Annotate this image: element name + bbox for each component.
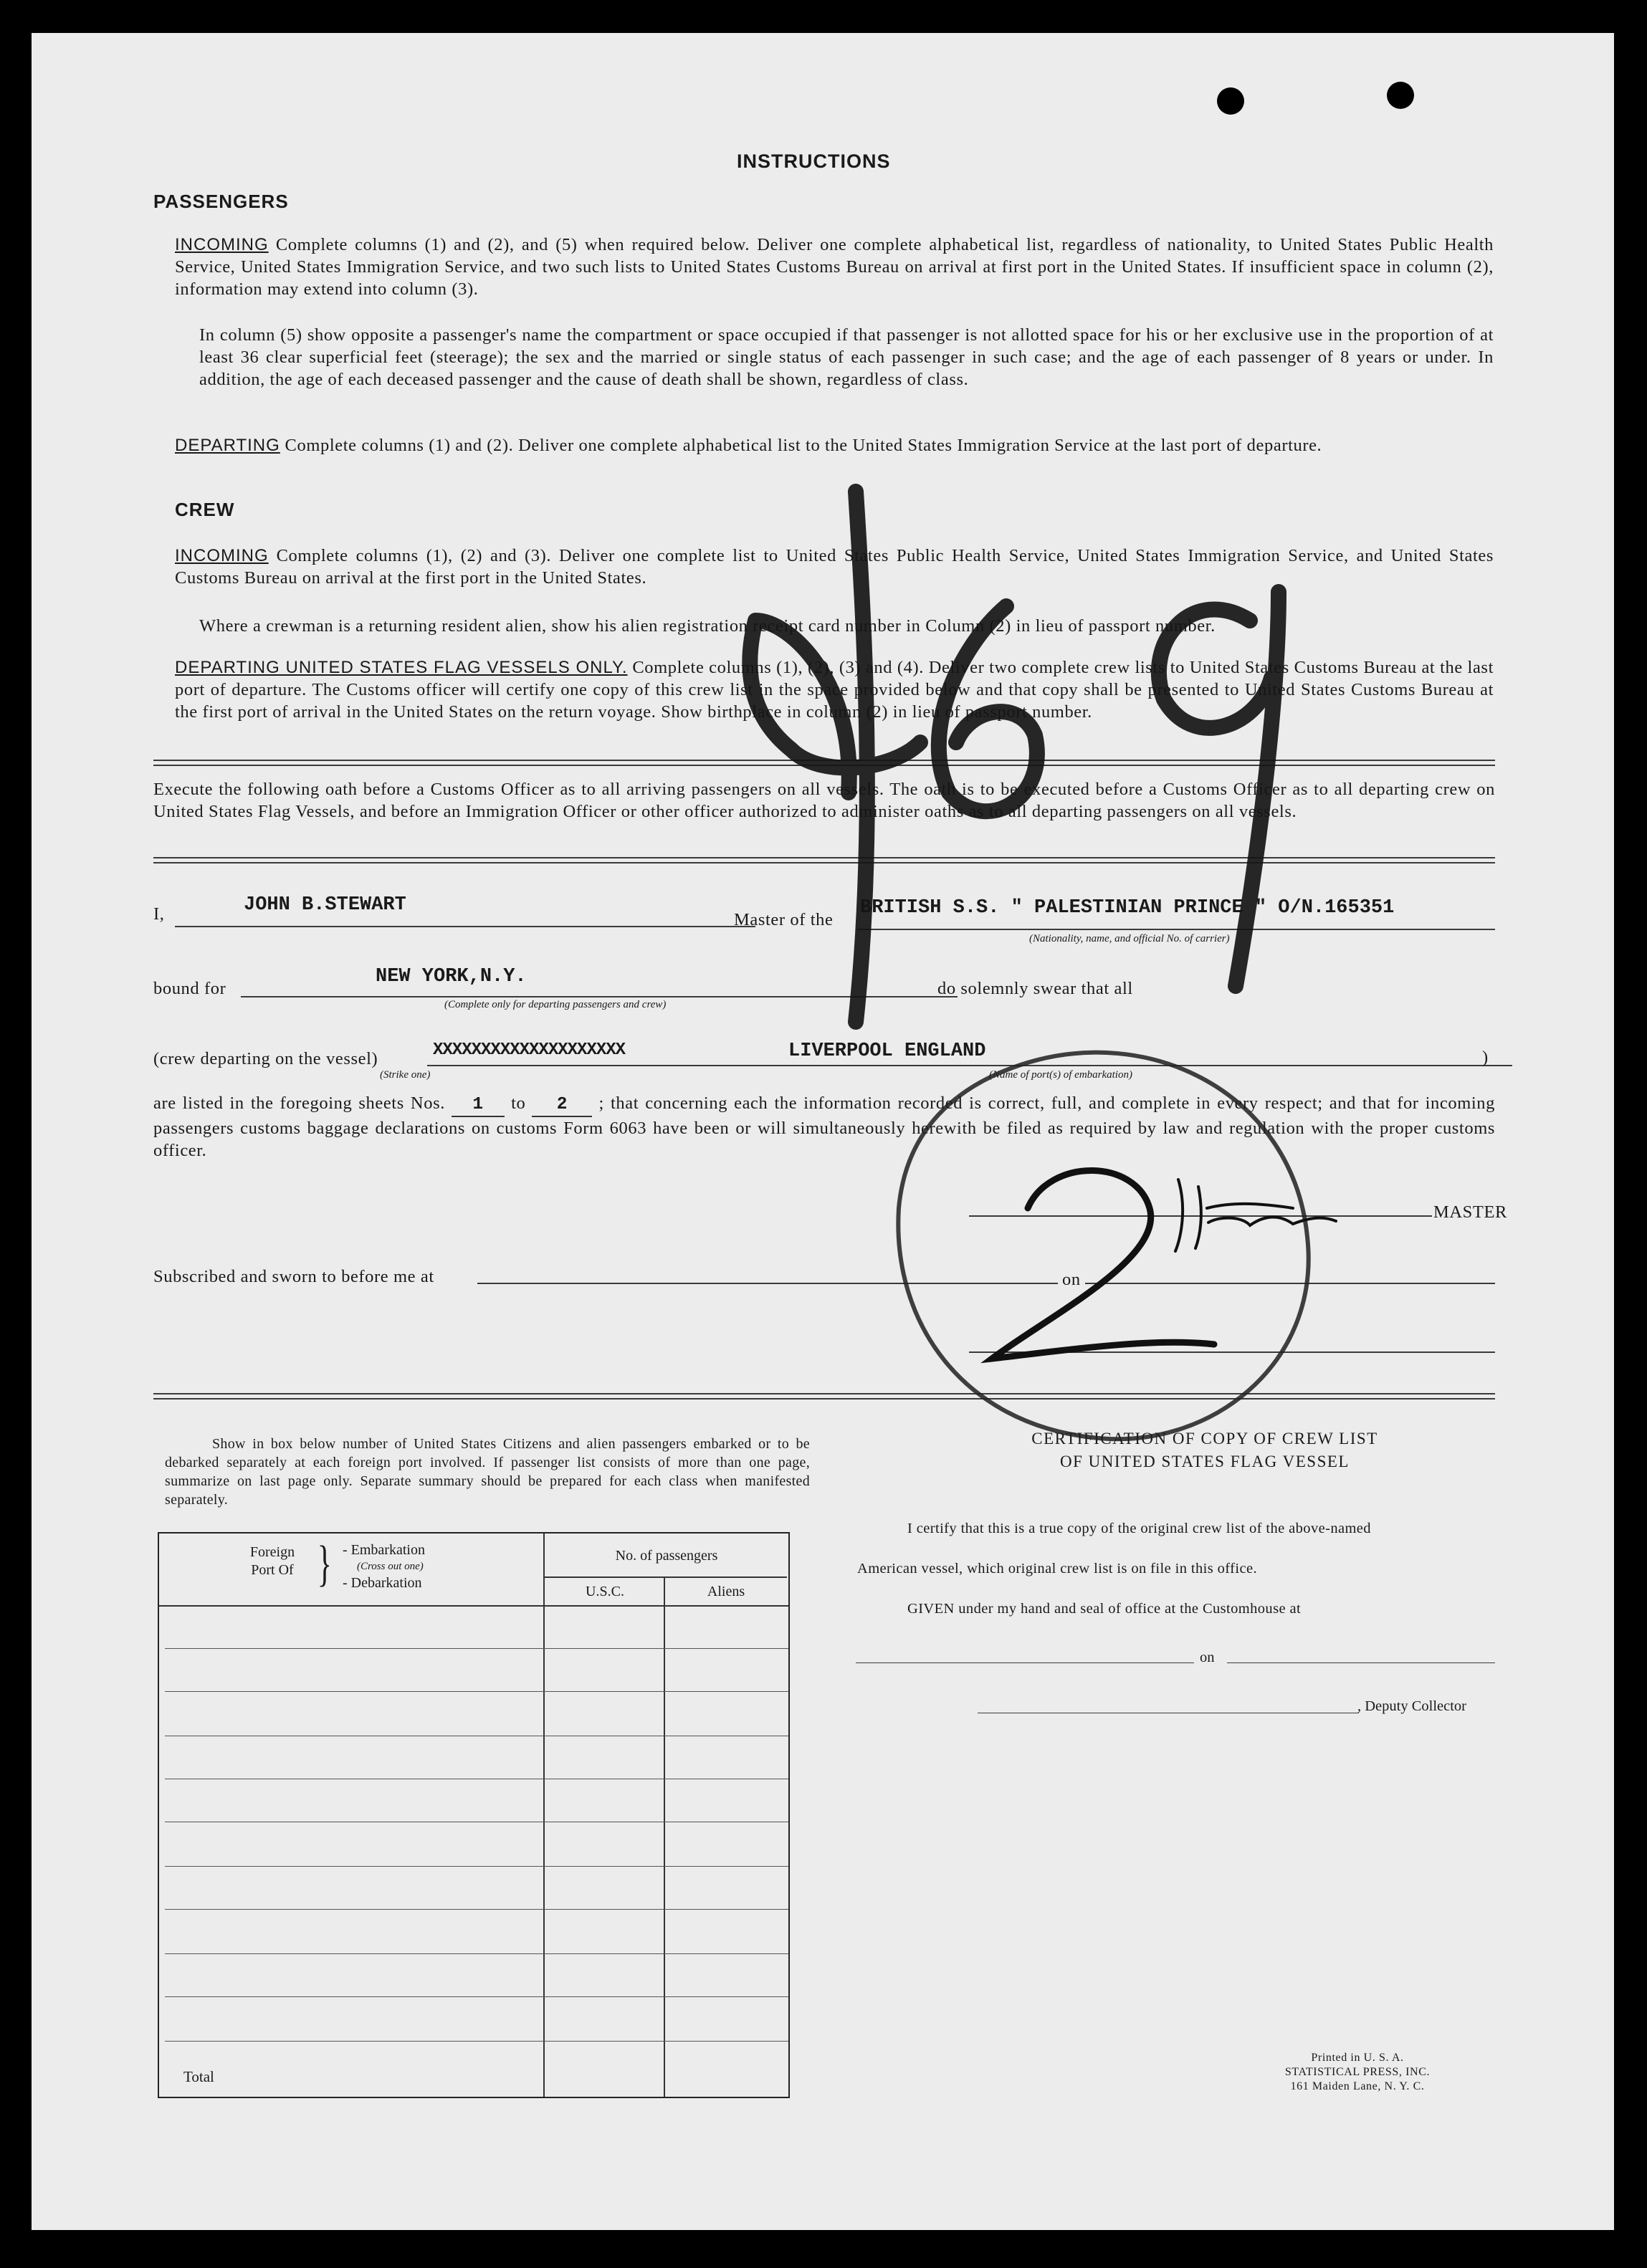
crew-departing-label: (crew departing on the vessel) xyxy=(153,1049,378,1068)
foreign-port-of-text: Foreign Port Of xyxy=(249,1544,295,1578)
vessel-name: BRITISH S.S. " PALESTINIAN PRINCE " O/N.165351 xyxy=(860,897,1395,919)
summary-instructions: Show in box below number of United States Citizens and alien passengers embarked or to be debarked separately at each foreign port involved. If passenger list consists of more than one page, summarize on last page only. Separate summary should be prepared for each class when manifested separately. xyxy=(165,1436,810,1508)
handwriting-overlay xyxy=(32,33,1614,2230)
vessel-caption: (Nationality, name, and official No. of carrier) xyxy=(1029,933,1230,944)
passengers-departing-label: DEPARTING xyxy=(175,436,280,455)
no-of-passengers-header: No. of passengers xyxy=(615,1548,718,1564)
passengers-column5-para: In column (5) show opposite a passenger's name the compartment or space occupied if that passenger is not allotted space for his or her exclusive use in the proportion of at least 36 clear superficial feet (steerage); the sex and the married or single status of each passenger in such case; and the age of each passenger of 8 years or under. In addition, the age of each deceased passenger and the cause of death shall be shown, regardless of class. xyxy=(199,325,1494,389)
document-page xyxy=(32,33,1614,2230)
instructions-title: INSTRUCTIONS xyxy=(737,150,891,172)
swear-text: do solemnly swear that all xyxy=(937,979,1133,998)
passengers-incoming-text: Complete columns (1) and (2), and (5) when required below. Deliver one complete alphabetical list, regardless of nationality, to United States Public Health Service, United States Immigration Service, and two such lists to United States Customs Bureau on arrival at first port in the United States. If insufficient space in column (2), information may extend into column (3). xyxy=(175,235,1494,299)
printer-line2: STATISTICAL PRESS, INC. xyxy=(1284,2066,1431,2078)
ports-embarkation: LIVERPOOL ENGLAND xyxy=(788,1040,986,1062)
to-word: to xyxy=(511,1094,526,1113)
big-nine-mark xyxy=(1159,592,1279,986)
crew-departing-label: DEPARTING UNITED STATES FLAG VESSELS ONLY. xyxy=(175,658,628,677)
i-label: I, xyxy=(153,904,165,924)
certify-line2: American vessel, which original crew list is on file in this office. xyxy=(857,1561,1257,1576)
master-label: MASTER xyxy=(1433,1202,1507,1222)
crew-departing-text: Complete columns (1), (2), (3) and (4). Deliver two complete crew lists to United States Customs Bureau at the last port of departure. The Customs officer will certify one copy of this crew list in the space provided below and that copy shall be presented to United States Customs Bureau at the first port of arrival in the United States on the return voyage. Show birthplace in column (2) in lieu of passport number. xyxy=(175,658,1494,722)
signature-mark xyxy=(1175,1180,1336,1251)
listed-suffix: ; that concerning each the information recorded is correct, full, and complete in every respect; and that for incoming passengers customs baggage declarations on customs Form 6063 have been or will simultaneously herewith be filed as required by law and regulation with the proper customs officer. xyxy=(153,1094,1495,1160)
certification-title-line2: OF UNITED STATES FLAG VESSEL xyxy=(1060,1453,1350,1470)
passengers-departing-text: Complete columns (1) and (2). Deliver one complete alphabetical list to the United States Immigration Service at the last port of departure. xyxy=(285,436,1322,455)
passengers-incoming-label: INCOMING xyxy=(175,235,269,254)
debarkation-label: - Debarkation xyxy=(343,1575,422,1591)
embarkation-label: - Embarkation xyxy=(343,1542,425,1558)
sheet-to: 2 xyxy=(532,1094,592,1117)
big-six-mark xyxy=(939,606,1037,811)
bound-for-value: NEW YORK,N.Y. xyxy=(376,966,527,987)
usc-header: U.S.C. xyxy=(586,1584,624,1599)
deputy-collector-label: , Deputy Collector xyxy=(1357,1698,1467,1714)
close-paren: ) xyxy=(1482,1048,1489,1067)
sheet-from: 1 xyxy=(452,1094,505,1117)
aliens-header: Aliens xyxy=(707,1584,745,1599)
struck-text: XXXXXXXXXXXXXXXXXXXX xyxy=(433,1040,626,1060)
printer-line1: Printed in U. S. A. xyxy=(1311,2052,1404,2064)
subscribed-label: Subscribed and sworn to before me at xyxy=(153,1267,434,1286)
crew-incoming-text: Complete columns (1), (2) and (3). Deliver one complete list to United States Public Health Service, United States Immigration Service, and United States Customs Bureau on arrival at the first port in the United States. xyxy=(175,546,1494,588)
master-of-the-label: Master of the xyxy=(734,910,834,929)
crew-incoming-label: INCOMING xyxy=(175,546,269,565)
crew-returning-para: Where a crewman is a returning resident alien, show his alien registration receipt card number in Column (2) in lieu of passport number. xyxy=(199,616,1216,636)
brace-icon: } xyxy=(317,1536,332,1592)
master-name: JOHN B.STEWART xyxy=(244,894,406,916)
bound-for-label: bound for xyxy=(153,979,226,998)
listed-prefix: are listed in the foregoing sheets Nos. xyxy=(153,1094,445,1113)
circle-mark xyxy=(898,1053,1308,1439)
certification-title-line1: CERTIFICATION OF COPY OF CREW LIST xyxy=(1031,1430,1378,1448)
passengers-heading: PASSENGERS xyxy=(153,191,289,212)
oath-intro: Execute the following oath before a Customs Officer as to all arriving passengers on all vessels. The oath is to be executed before a Customs Officer as to all departing crew on United States Flag Vessels, and before an Immigration Officer or other officer authorized to administer oaths as to all departing passengers on all vessels. xyxy=(153,780,1495,821)
ports-caption: (Name of port(s) of embarkation) xyxy=(989,1069,1132,1081)
given-text: GIVEN under my hand and seal of office at the Customhouse at xyxy=(907,1601,1302,1617)
printer-line3: 161 Maiden Lane, N. Y. C. xyxy=(1290,2080,1425,2092)
strike-caption: (Strike one) xyxy=(380,1069,431,1081)
big-four-mark xyxy=(750,492,920,1022)
certify-line1: I certify that this is a true copy of the original crew list of the above-named xyxy=(907,1521,1371,1536)
cert-on-label: on xyxy=(1200,1650,1215,1665)
bound-for-caption: (Complete only for departing passengers and crew) xyxy=(444,999,667,1010)
total-label: Total xyxy=(183,2068,214,2085)
cross-out-caption: (Cross out one) xyxy=(357,1561,424,1572)
crew-heading: CREW xyxy=(175,499,235,520)
subscribed-on-label: on xyxy=(1062,1270,1081,1289)
